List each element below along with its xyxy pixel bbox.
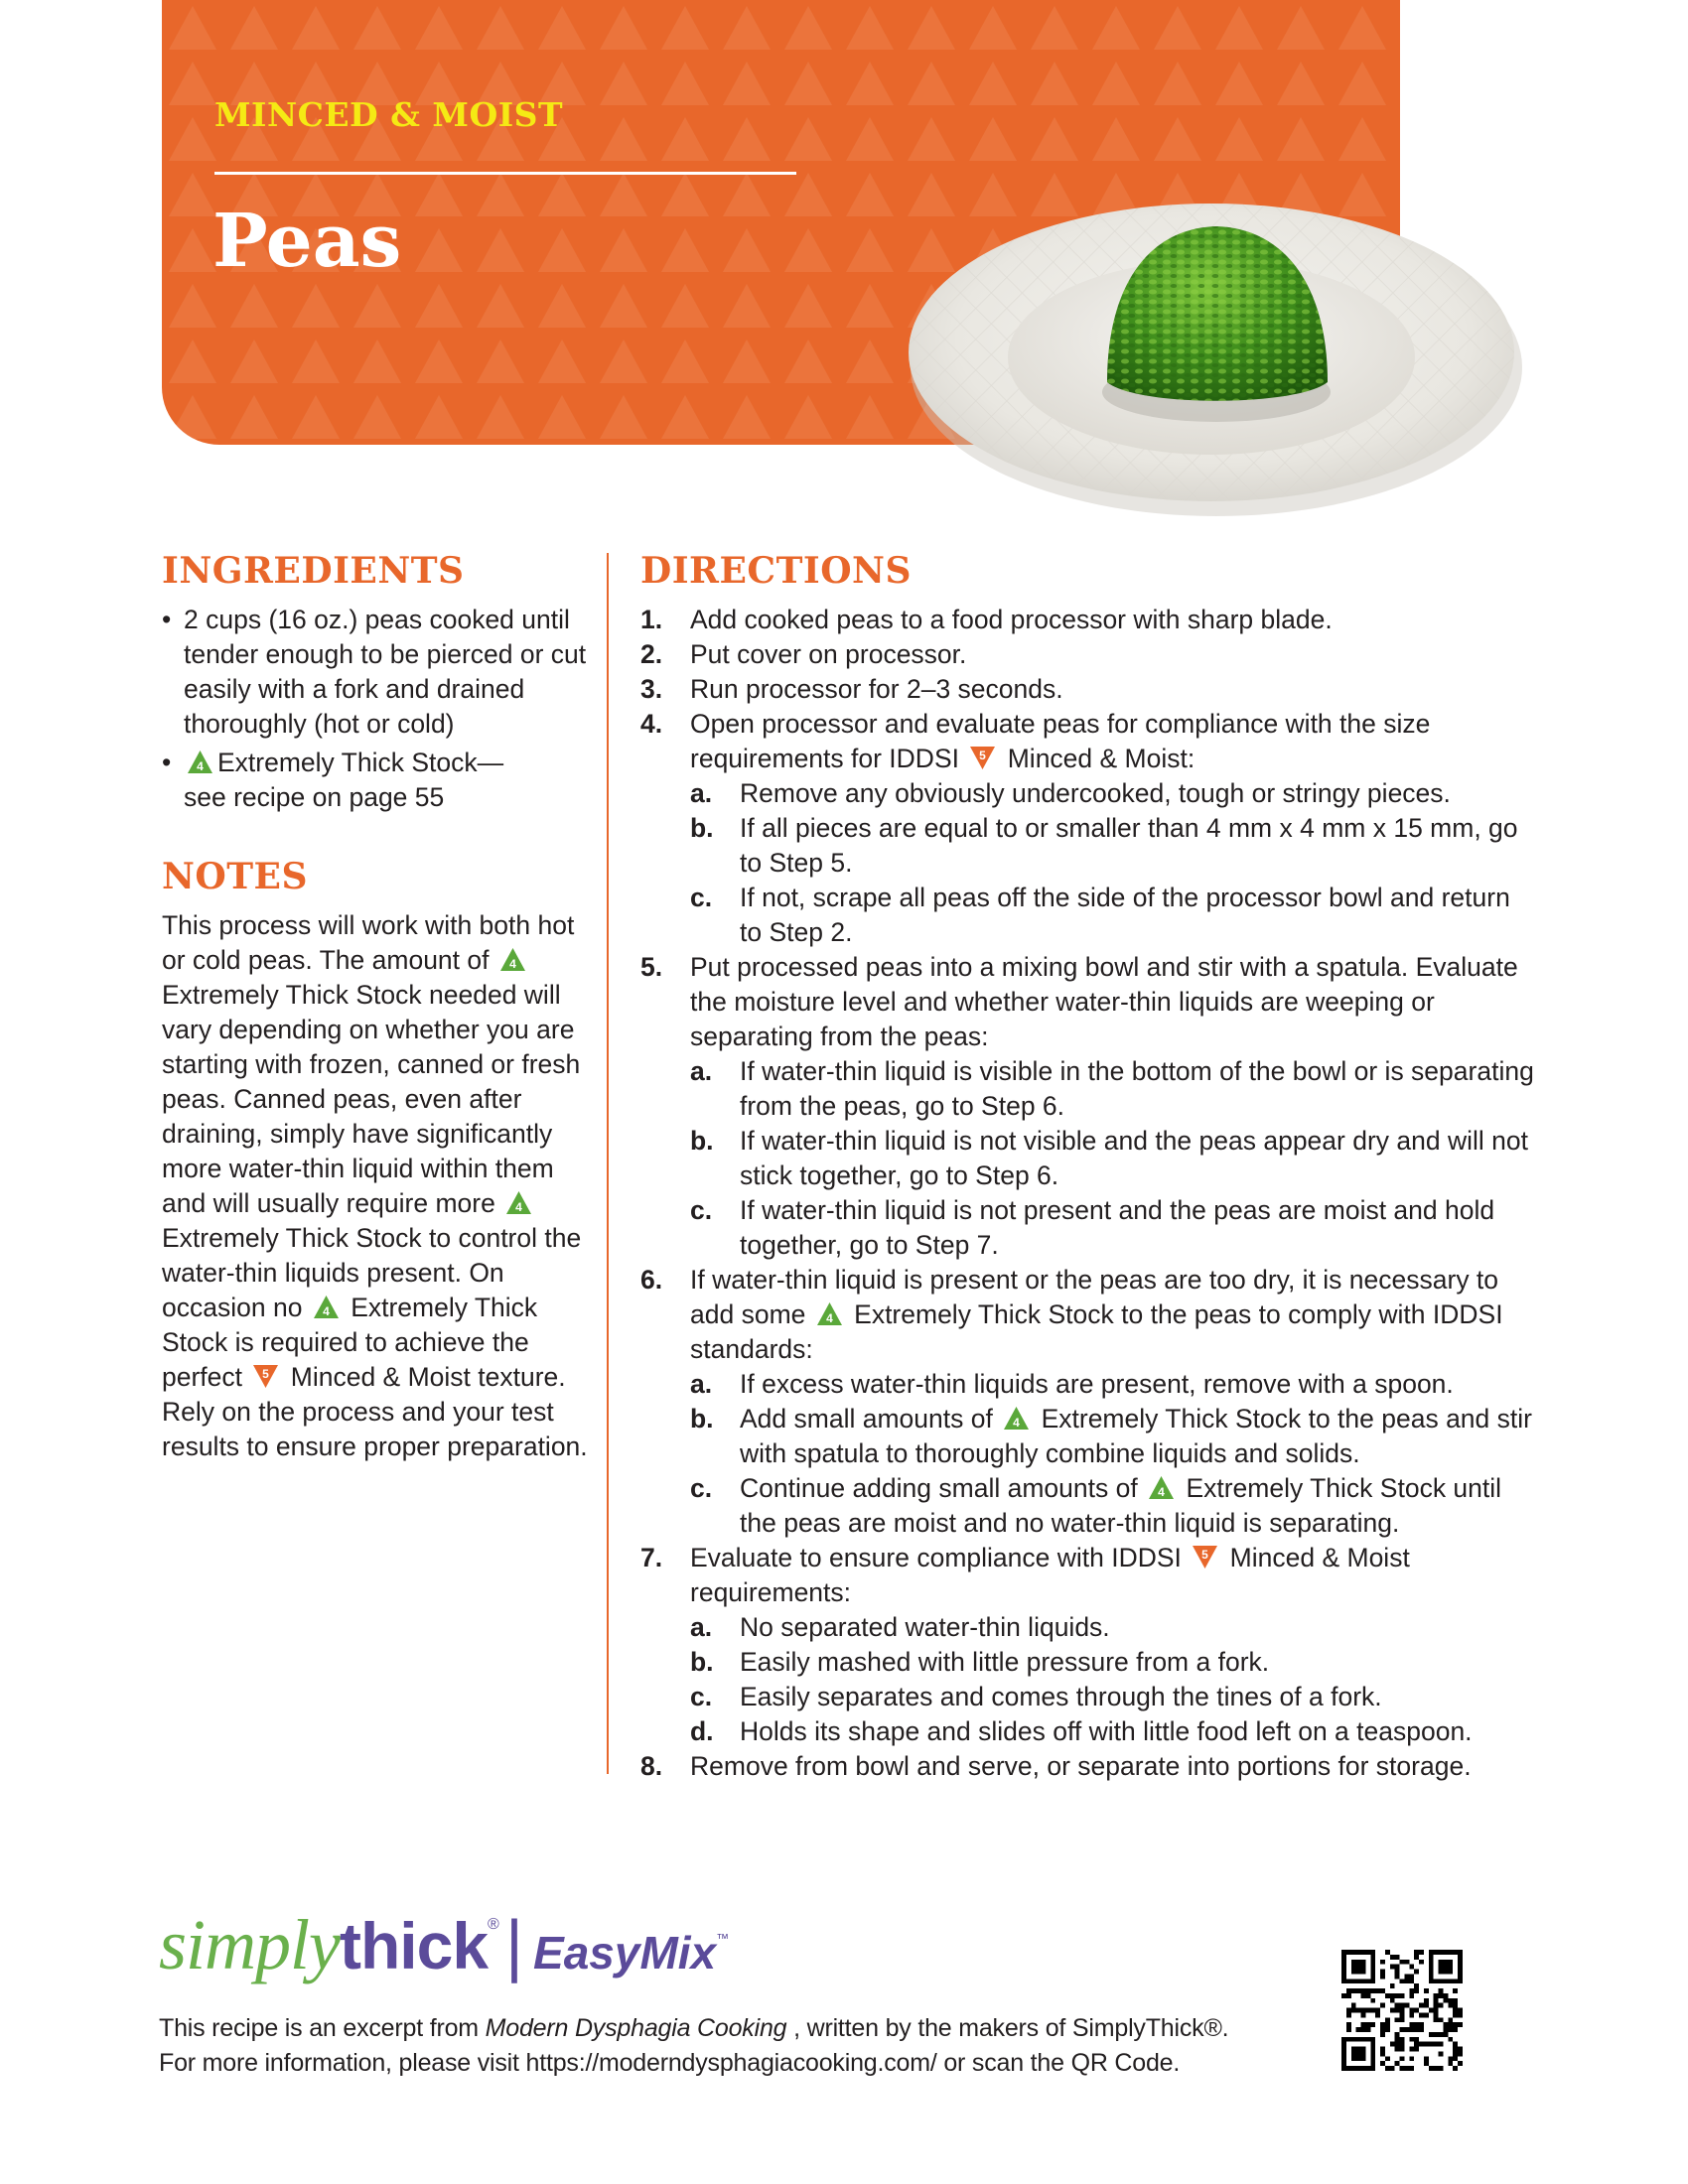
substep-list xyxy=(690,1367,1534,1541)
column-divider xyxy=(607,553,609,1774)
ingredients-heading: INGREDIENTS xyxy=(162,550,465,592)
iddsi-level-4-icon xyxy=(499,947,526,972)
badge-number: 4 xyxy=(515,1200,523,1214)
direction-substep: c. Easily separates and comes through the tines of a fork. xyxy=(690,1682,1382,1711)
directions-list xyxy=(640,603,1534,1784)
substep-list xyxy=(690,776,1534,950)
direction-step: 6. If water-thin liquid is present or the peas are too dry, it is necessary to add some 4 Extremely Thick Stock to the peas to comply with IDDSI standards: a. If excess water-thin liquids are present, remove with a spoon. b. Add small amounts of 4 Extremely Thick Stock to the peas and stir with spatula to thoroughly combine liquids and solids. c. Continue adding small amounts of 4 Extremely Thick Stock until the peas are moist and no water-thin liquid is separating. xyxy=(640,1263,1534,1541)
category-divider xyxy=(214,172,796,175)
direction-substep: b. Add small amounts of 4 Extremely Thick Stock to the peas and stir with spatula to thoroughly combine liquids and solids. xyxy=(690,1404,1532,1468)
notes-section xyxy=(162,855,599,1464)
ingredients-list xyxy=(162,603,599,815)
direction-substep: a. No separated water-thin liquids. xyxy=(690,1612,1110,1642)
footer-url-line: For more information, please visit https://moderndysphagiacooking.com/ or scan the QR Code. xyxy=(159,2049,1181,2077)
direction-substep: a. If water-thin liquid is visible in the bottom of the bowl or is separating from the peas, go to Step 6. xyxy=(690,1056,1534,1121)
iddsi-level-4-icon xyxy=(816,1301,843,1326)
direction-substep: c. If water-thin liquid is not present and the peas are moist and hold together, go to Step 7. xyxy=(690,1195,1495,1260)
footer-credit: This recipe is an excerpt from Modern Dysphagia Cooking , written by the makers of SimplyThick®. For more information, please visit https://moderndysphagiacooking.com/ or scan the QR Code. xyxy=(159,2011,1350,2081)
bullet-icon: • xyxy=(162,605,172,634)
category-label: MINCED & MOIST xyxy=(214,95,564,134)
simplythick-easymix-logo: simplythick®| EasyMix™ xyxy=(159,1905,730,1984)
badge-number: 4 xyxy=(197,759,204,773)
ingredient-item: • 4 Extremely Thick Stock— see recipe on page 55 xyxy=(162,748,504,812)
right-column xyxy=(640,549,1534,1784)
direction-step: 8. Remove from bowl and serve, or separate into portions for storage. xyxy=(640,1751,1472,1781)
direction-substep: b. If water-thin liquid is not visible and the peas appear dry and will not stick together, go to Step 6. xyxy=(690,1126,1528,1190)
direction-substep: b. Easily mashed with little pressure from a fork. xyxy=(690,1647,1270,1677)
badge-number: 4 xyxy=(1158,1485,1165,1499)
badge-number: 5 xyxy=(262,1367,270,1381)
direction-step: 3. Run processor for 2–3 seconds. xyxy=(640,674,1063,704)
ingredients-section xyxy=(162,549,599,815)
direction-substep: d. Holds its shape and slides off with little food left on a teaspoon. xyxy=(690,1716,1473,1746)
iddsi-level-4-icon xyxy=(505,1190,532,1215)
direction-step: 4. Open processor and evaluate peas for compliance with the size requirements for IDDSI 5 Minced & Moist: a. Remove any obviously undercooked, tough or stringy pieces. b. If all pieces are equal to or smaller than 4 mm x 4 mm x 15 mm, go to Step 5. c. If not, scrape all peas off the side of the processor bowl and return to Step 2. xyxy=(640,707,1534,950)
direction-substep: a. Remove any obviously undercooked, tough or stringy pieces. xyxy=(690,778,1451,808)
left-column xyxy=(162,549,599,1464)
notes-heading: NOTES xyxy=(162,856,308,897)
direction-step: 1. Add cooked peas to a food processor with sharp blade. xyxy=(640,605,1333,634)
iddsi-level-5-icon xyxy=(252,1364,279,1389)
bullet-icon: • xyxy=(162,748,172,777)
direction-substep: a. If excess water-thin liquids are present, remove with a spoon. xyxy=(690,1369,1454,1399)
plate-of-minced-peas-image xyxy=(899,169,1524,536)
direction-step: 2. Put cover on processor. xyxy=(640,639,967,669)
direction-substep: c. Continue adding small amounts of 4 Extremely Thick Stock until the peas are moist and no water-thin liquid is separating. xyxy=(690,1473,1502,1538)
badge-number: 4 xyxy=(1013,1416,1021,1430)
directions-heading: DIRECTIONS xyxy=(640,550,912,592)
badge-number: 5 xyxy=(1201,1548,1209,1562)
iddsi-level-4-icon xyxy=(1148,1475,1175,1500)
iddsi-level-5-icon xyxy=(1192,1545,1218,1570)
iddsi-level-4-icon xyxy=(187,750,213,774)
qr-code-icon[interactable] xyxy=(1341,1950,1463,2071)
direction-step: 5. Put processed peas into a mixing bowl and stir with a spatula. Evaluate the moisture level and whether water-thin liquids are weeping or separating from the peas: a. If water-thin liquid is visible in the bottom of the bowl or is separating from the peas, go to Step 6. b. If water-thin liquid is not visible and the peas appear dry and will not stick together, go to Step 6. c. If water-thin liquid is not present and the peas are moist and hold together, go to Step 7. xyxy=(640,950,1534,1263)
direction-substep: b. If all pieces are equal to or smaller than 4 mm x 4 mm x 15 mm, go to Step 5. xyxy=(690,813,1518,878)
badge-number: 5 xyxy=(979,749,987,762)
direction-step: 7. Evaluate to ensure compliance with IDDSI 5 Minced & Moist requirements: a. No separated water-thin liquids. b. Easily mashed with little pressure from a fork. c. Easily separates and comes through the tines of a fork. d. Holds its shape and slides off with little food left on a teaspoon. xyxy=(640,1541,1534,1749)
substep-list xyxy=(690,1610,1534,1749)
badge-number: 4 xyxy=(509,957,516,971)
badge-number: 4 xyxy=(322,1304,330,1318)
iddsi-level-5-icon xyxy=(969,746,996,770)
substep-list xyxy=(690,1054,1534,1263)
recipe-title: Peas xyxy=(212,199,402,284)
ingredient-item: • 2 cups (16 oz.) peas cooked until tender enough to be pierced or cut easily with a fork and drained thoroughly (hot or cold) xyxy=(162,605,587,739)
iddsi-level-4-icon xyxy=(1003,1406,1030,1431)
notes-paragraph: This process will work with both hot or cold peas. The amount of 4 Extremely Thick Stock needed will vary depending on whether you are starting with frozen, canned or fresh peas. Canned peas, even after draining, simply have significantly more water-thin liquid within them and will usually require more 4 Extremely Thick Stock to control the water-thin liquids present. On occasion no 4 Extremely Thick Stock is required to achieve the perfect 5 Minced & Moist texture. Rely on the process and your test results to ensure proper preparation. xyxy=(162,910,588,1461)
badge-number: 4 xyxy=(825,1311,833,1325)
iddsi-level-4-icon xyxy=(313,1295,340,1319)
direction-substep: c. If not, scrape all peas off the side of the processor bowl and return to Step 2. xyxy=(690,883,1510,947)
book-title: Modern Dysphagia Cooking xyxy=(485,2014,787,2042)
